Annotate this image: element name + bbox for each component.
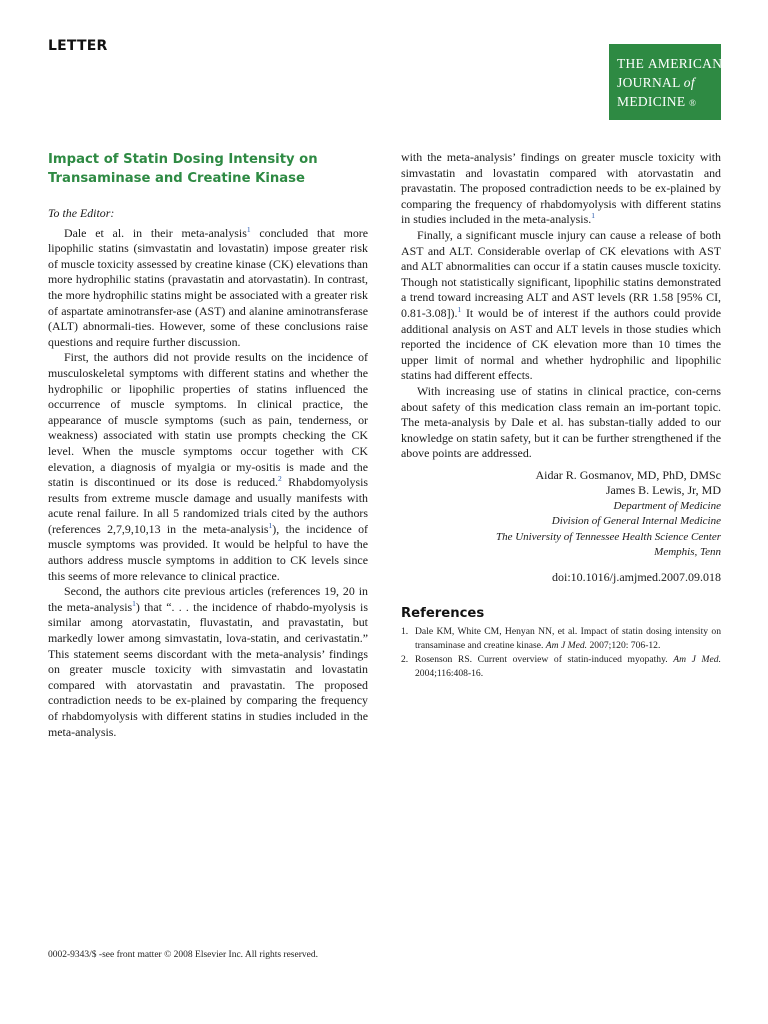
salutation: To the Editor: [48, 206, 115, 220]
paragraph-4: Finally, a significant muscle injury can cause a release of both AST and ALT. Considerable overlap of CK elevations with AST and ALT abnormalities can occur if a statin causes muscle toxicity. Though not statistically significant, lipophilic statins demonstrated a trend toward increasing ALT and AST levels (RR 1.58 [95% CI, 0.81-3.08]).$^1$ It would be of interest if the authors could provide additional analysis on AST and ALT levels in those studies which reported the incidence of CK elevation more than 10 times the upper limit of normal and whether hydrophilic and lipophilic statins had different effects. [401, 227, 721, 383]
citation-link[interactable]: 1 [457, 304, 462, 314]
citation-link[interactable]: 2 [278, 474, 282, 484]
logo-line-1: THE AMERICAN [617, 56, 723, 71]
copyright-footer: 0002-9343/$ -see front matter © 2008 Elsevier Inc. All rights reserved. [48, 950, 318, 960]
reference-list [401, 625, 721, 680]
author-name: James B. Lewis, Jr, MD [605, 483, 721, 498]
article-title: Impact of Statin Dosing Intensity on Transaminase and Creatine Kinase [48, 152, 318, 186]
paragraph-3: Second, the authors cite previous articles (references 19, 20 in the meta-analysis$^1$) that “. . . the incidence of rhabdo-myolysis is similar among atorvastatin, fluvastatin, and pravastatin, but markedly lower among simvastatin, lova-statin, and cerivastatin.” This statement seems discordant with the meta-analysis’ findings on greater muscle toxicity with simvastatin and lovastatin compared with atorvastatin and pravastatin. The proposed contradiction needs to be ex-plained by comparing the frequency of rhabdomyolysis with different statins in studies included in the meta-analysis. [48, 584, 368, 739]
citation-link[interactable]: 1 [246, 224, 251, 234]
right-column [401, 150, 721, 682]
logo-line-2: JOURNAL of [617, 75, 695, 90]
citation-link[interactable]: 1 [268, 520, 273, 530]
paragraph-5: With increasing use of statins in clinical practice, con-cerns about safety of this medication class remain an im-portant topic. The meta-analysis by Dale et al. has substan-tially added to our knowledge on statin safety, but it can be further strengthened if the above points are addressed. [401, 383, 721, 461]
logo-line-3: MEDICINE ® [617, 94, 697, 109]
paragraph-2: First, the authors did not provide results on the incidence of musculoskeletal symptoms with different statins and whether the hydrophilic or lipophilic properties of statins influenced the occurrence of muscle symptoms. In clinical practice, the appearance of muscle symptoms (such as pain, tenderness, or weakness) associated with statin use prompts checking the CK level. When the muscle symptoms occur together with CK elevation, a diagnosis of myalgia or my-ositis is made and the statin is discontinued or its dose is reduced.$^2$ Rhabdomyolysis results from extreme muscle damage and usually manifests with acute renal failure. In all 5 randomized trials cited by the authors (references 2,7,9,10,13 in the meta-analysis$^1$), the incidence of muscle symptoms was provided. It would be helpful to have the authors address muscle symptoms in addition to CK levels since this seems of more relevance to clinical practice. [48, 350, 368, 583]
references-heading: References [401, 605, 485, 621]
doi-link[interactable]: doi:10.1016/j.amjmed.2007.09.018 [552, 570, 721, 585]
paragraph-1: Dale et al. in their meta-analysis$^1$ concluded that more lipophilic statins (simvastatin and lovastatin) impose greater risk of muscle toxicity assessed by creatine kinase (CK) elevations than more hydrophilic statins (pravastatin and atorvastatin). In contrast, the more hydrophilic statins might be associated with a greater risk of aspartate aminotransfer-ase (AST) and alanine aminotransferase (ALT) abnormali-ties. However, some of these conclusions raise questions and require further discussion. [48, 224, 368, 349]
reference-item: 2. Rosenson RS. Current overview of statin-induced myopathy. Am J Med. 2004;116:408-16. [401, 654, 721, 680]
citation-link[interactable]: 1 [591, 211, 595, 221]
citation-link[interactable]: 1 [132, 598, 136, 608]
reference-item: 1. Dale KM, White CM, Henyan NN, et al. Impact of statin dosing intensity on transaminase and creatine kinase. Am J Med. 2007;120: 706-12. [401, 626, 721, 651]
signature-block [401, 468, 721, 561]
affiliation: Department of Medicine [613, 499, 721, 512]
left-column [48, 150, 368, 739]
author-name: Aidar R. Gosmanov, MD, PhD, DMSc [535, 467, 721, 482]
affiliation: Memphis, Tenn [654, 546, 721, 559]
section-label: LETTER [48, 38, 108, 54]
paragraph-3-continued [401, 150, 721, 228]
journal-logo [609, 44, 721, 120]
paragraph-3-tail: with the meta-analysis’ findings on greater muscle toxicity with simvastatin and lovastatin compared with atorvastatin and pravastatin. The proposed contradiction needs to be ex-plained by comparing the frequency of rhabdomyolysis with different statins in studies included in the meta-analysis. [401, 150, 721, 227]
affiliation: Division of General Internal Medicine [551, 515, 721, 528]
affiliation: The University of Tennessee Health Science Center [495, 530, 721, 543]
